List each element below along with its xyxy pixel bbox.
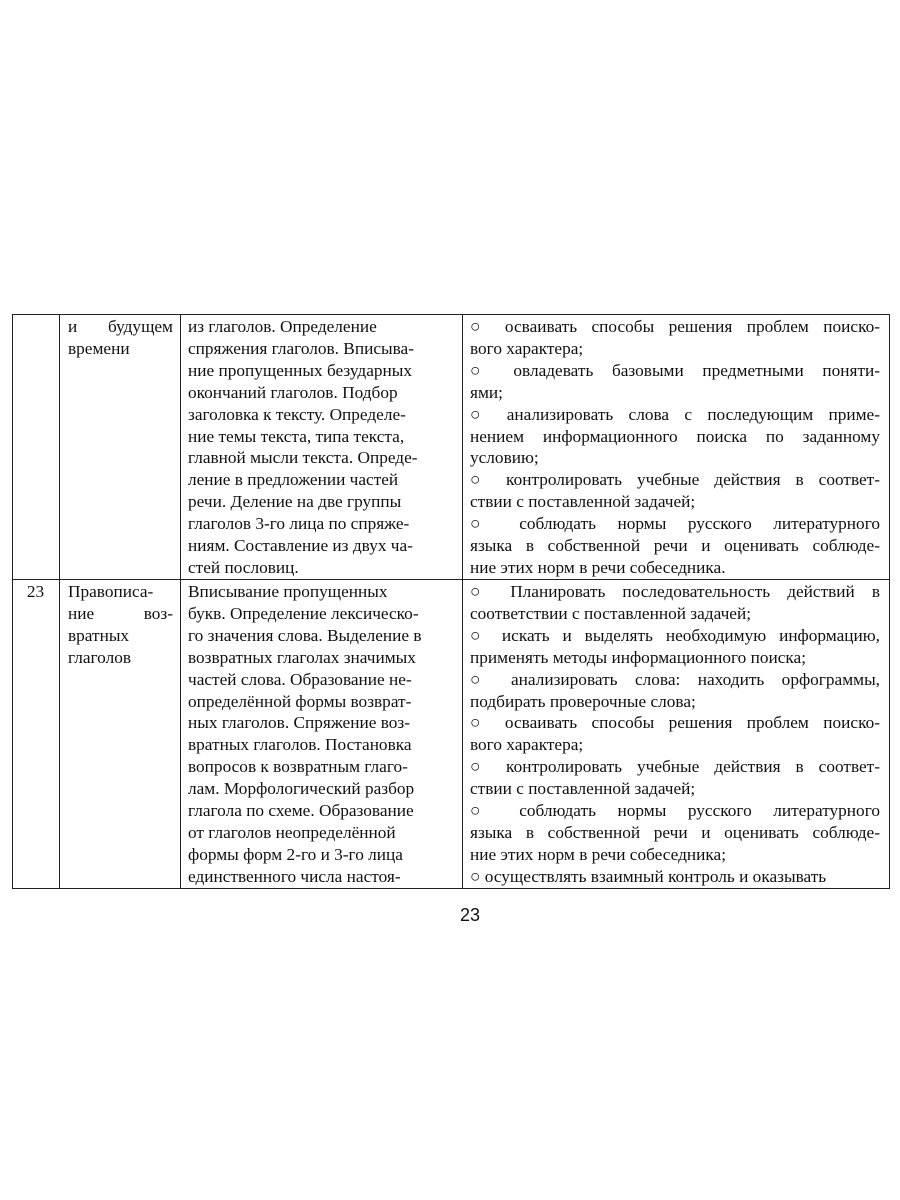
topic-cell [68, 581, 173, 669]
skill-item [470, 469, 880, 513]
topic-paragraph [68, 316, 173, 360]
text-line: ние пропущенных безударных [188, 360, 413, 380]
text-line: ○ осваивать способы решения проблем поиско- [470, 713, 880, 733]
skill-item [470, 404, 880, 470]
text-line: ○ контролировать учебные действия в соответ- [470, 470, 880, 490]
text-line: ние воз- [68, 603, 173, 623]
row-number: 23 [26, 582, 45, 601]
text-line: ями; [470, 382, 503, 402]
text-line: возвратных глаголах значимых [188, 647, 416, 667]
text-line: вого характера; [470, 735, 584, 755]
column-divider [180, 314, 181, 889]
text-line: соответствии с поставленной задачей; [470, 603, 751, 623]
row-divider [12, 579, 890, 580]
content-cell [188, 581, 458, 888]
text-line: окончаний глаголов. Подбор [188, 382, 398, 402]
skill-item [470, 513, 880, 579]
text-line: Вписывание пропущенных [188, 582, 388, 601]
text-line: ствии с поставленной задачей; [470, 779, 696, 799]
text-line: ление в предложении частей [188, 470, 399, 490]
text-line: Правописа- [68, 582, 154, 601]
text-line: глагола по схеме. Образование [188, 801, 414, 821]
text-line: ние этих норм в речи собеседника. [470, 557, 726, 577]
text-line: ○ Планировать последовательность действий в [470, 582, 880, 601]
text-line: глаголов [68, 647, 131, 667]
text-line: времени [68, 338, 130, 358]
text-line: ○ анализировать слова: находить орфограммы, [470, 669, 880, 689]
text-line: определённой формы возврат- [188, 691, 412, 711]
text-line: стей пословиц. [188, 557, 299, 577]
skill-item [470, 316, 880, 360]
text-line: языка в собственной речи и оценивать соблюде- [470, 822, 880, 842]
text-line: единственного числа настоя- [188, 866, 401, 886]
text-line: речи. Деление на две группы [188, 492, 402, 512]
text-line: ниям. Составление из двух ча- [188, 536, 413, 556]
text-line: ○ соблюдать нормы русского литературного [470, 514, 880, 534]
text-line: ○ соблюдать нормы русского литературного [470, 801, 880, 821]
text-line: условию; [470, 448, 539, 468]
text-line: вопросов к возвратным глаго- [188, 757, 408, 777]
text-line: применять методы информационного поиска; [470, 647, 806, 667]
text-line: спряжения глаголов. Вписыва- [188, 338, 414, 358]
text-line: нением информационного поиска по заданному [470, 426, 880, 446]
text-line: ных глаголов. Спряжение воз- [188, 713, 410, 733]
text-line: вого характера; [470, 338, 584, 358]
text-line: ствии с поставленной задачей; [470, 492, 696, 512]
content-paragraph [188, 581, 458, 888]
text-line: главной мысли текста. Опреде- [188, 448, 418, 468]
text-line: и будущем [68, 317, 173, 336]
column-divider [462, 314, 463, 889]
skill-item [470, 360, 880, 404]
content-paragraph [188, 316, 458, 579]
column-divider [59, 314, 60, 889]
content-cell [188, 316, 458, 579]
text-line: частей слова. Образование не- [188, 669, 412, 689]
text-line: вратных глаголов. Постановка [188, 735, 412, 755]
text-line: языка в собственной речи и оценивать соблюде- [470, 536, 880, 556]
text-line: от глаголов неопределённой [188, 822, 396, 842]
text-line: лам. Морфологический разбор [188, 779, 415, 799]
text-line: ○ осваивать способы решения проблем поиско- [470, 317, 880, 336]
skill-item [470, 866, 880, 888]
text-line: ние темы текста, типа текста, [188, 426, 405, 446]
text-line: вратных [68, 625, 130, 645]
skills-cell [470, 316, 880, 579]
topic-cell [68, 316, 173, 360]
text-line: ○ анализировать слова с последующим приме- [470, 404, 880, 424]
text-line: ○ искать и выделять необходимую информацию, [470, 625, 880, 645]
text-line: го значения слова. Выделение в [188, 625, 422, 645]
text-line: подбирать проверочные слова; [470, 691, 696, 711]
page-number: 23 [459, 905, 481, 925]
skill-item [470, 669, 880, 713]
skill-item [470, 712, 880, 756]
text-line: ○ овладевать базовыми предметными поняти- [470, 360, 880, 380]
skills-cell [470, 581, 880, 888]
skill-item [470, 581, 880, 625]
text-line: букв. Определение лексическо- [188, 603, 419, 623]
text-line: из глаголов. Определение [188, 317, 377, 336]
text-line: ние этих норм в речи собеседника; [470, 844, 727, 864]
text-line: ○ контролировать учебные действия в соответ- [470, 757, 880, 777]
text-line: заголовка к тексту. Определе- [188, 404, 406, 424]
text-line: глаголов 3-го лица по спряже- [188, 514, 410, 534]
text-line: ○ осуществлять взаимный контроль и оказывать [470, 866, 827, 886]
skill-item [470, 625, 880, 669]
skill-item [470, 800, 880, 866]
text-line: формы форм 2-го и 3-го лица [188, 844, 403, 864]
skill-item [470, 756, 880, 800]
topic-paragraph [68, 581, 173, 669]
